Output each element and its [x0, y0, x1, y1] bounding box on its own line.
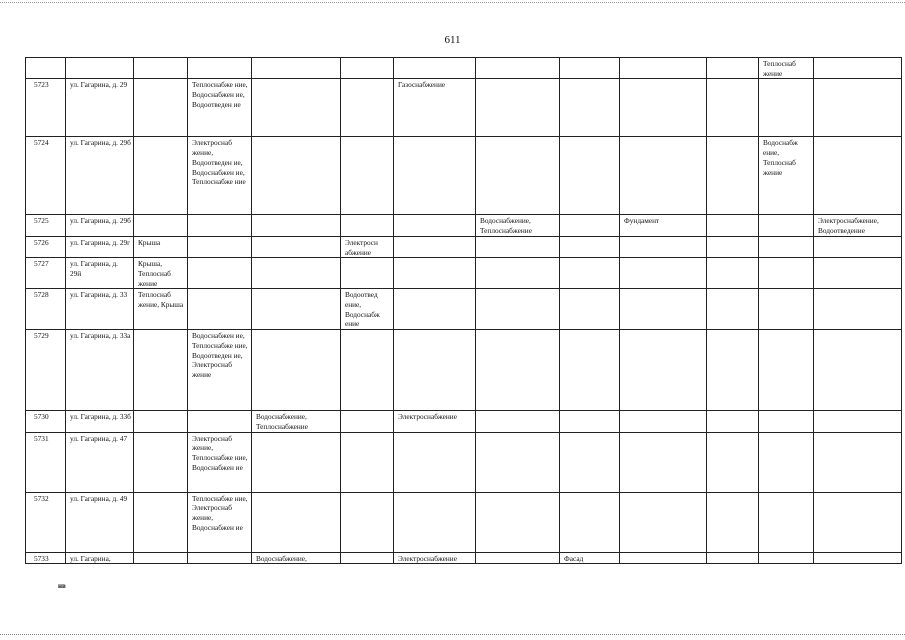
table-cell	[707, 552, 759, 564]
table-cell	[341, 137, 394, 215]
table-cell: Электроснабжение	[394, 552, 476, 564]
table-cell: Электроснабжение, Водоотведение	[814, 215, 902, 236]
table-cell	[341, 492, 394, 552]
table-row	[26, 137, 902, 215]
table-row	[26, 258, 902, 289]
table-cell	[341, 79, 394, 137]
table-cell	[560, 289, 620, 330]
table-cell	[476, 492, 560, 552]
table-cell	[707, 411, 759, 432]
table-cell	[134, 432, 188, 492]
table-cell	[759, 289, 814, 330]
table-cell: Электроснабжение	[394, 411, 476, 432]
table-cell	[814, 552, 902, 564]
table-cell	[560, 411, 620, 432]
table-cell	[814, 236, 902, 257]
table-cell	[707, 137, 759, 215]
record-number-cell: 5729	[26, 330, 66, 411]
table-cell	[341, 330, 394, 411]
table-cell	[341, 258, 394, 289]
table-cell	[188, 258, 252, 289]
table-cell	[560, 137, 620, 215]
table-cell	[707, 58, 759, 79]
table-cell: ул. Гагарина, д. 29б	[66, 215, 134, 236]
table-cell	[134, 58, 188, 79]
table-cell: Газоснабжение	[394, 79, 476, 137]
table-cell	[134, 552, 188, 564]
table-row	[26, 215, 902, 236]
table-cell	[394, 289, 476, 330]
table-cell: Водоснабжение, Теплоснабжение	[252, 411, 341, 432]
table-cell: Электроснаб жение, Водоотведен ие, Водоснабжен ие, Теплоснабже ние	[188, 137, 252, 215]
table-cell: Теплоснаб жение	[759, 58, 814, 79]
table-cell	[814, 258, 902, 289]
table-cell	[476, 289, 560, 330]
record-number-cell: 5725	[26, 215, 66, 236]
record-number-cell: 5727	[26, 258, 66, 289]
table-cell	[707, 258, 759, 289]
table-cell: ул. Гагарина, д. 33а	[66, 330, 134, 411]
table-cell: ул. Гагарина, д. 47	[66, 432, 134, 492]
table-cell	[134, 492, 188, 552]
table-cell	[707, 492, 759, 552]
table-cell	[814, 411, 902, 432]
table-cell	[394, 258, 476, 289]
table-cell	[394, 492, 476, 552]
table-cell	[188, 552, 252, 564]
table-cell	[394, 236, 476, 257]
table-row	[26, 411, 902, 432]
table-cell	[394, 58, 476, 79]
table-cell	[759, 79, 814, 137]
table-cell: ул. Гагарина, д. 49	[66, 492, 134, 552]
table-cell	[252, 432, 341, 492]
table-cell	[707, 432, 759, 492]
table-row	[26, 289, 902, 330]
table-cell	[188, 215, 252, 236]
table-cell	[476, 432, 560, 492]
table-cell: Водоотвед ение, Водоснабж ение	[341, 289, 394, 330]
table-cell	[620, 258, 707, 289]
table-body	[26, 58, 902, 564]
table-cell	[620, 79, 707, 137]
table-cell	[759, 330, 814, 411]
table-cell	[252, 79, 341, 137]
footer-initials: нв	[58, 582, 66, 590]
table-cell	[759, 552, 814, 564]
table-cell: ул. Гагарина, д. 29б	[66, 137, 134, 215]
table-row	[26, 79, 902, 137]
table-cell	[759, 236, 814, 257]
table-cell	[707, 215, 759, 236]
table-row	[26, 552, 902, 564]
table-cell	[814, 137, 902, 215]
table-cell: Крыша, Теплоснаб жение	[134, 258, 188, 289]
table-cell	[560, 258, 620, 289]
table-row	[26, 330, 902, 411]
registry-table	[25, 57, 902, 564]
table-cell	[252, 258, 341, 289]
scan-edge-top	[0, 2, 905, 3]
table-cell: Теплоснабже ние, Электроснаб жение, Водоснабжен ие	[188, 492, 252, 552]
table-cell	[394, 432, 476, 492]
table-cell	[560, 330, 620, 411]
table-cell	[476, 552, 560, 564]
table-cell	[620, 432, 707, 492]
table-cell: ул. Гагарина,	[66, 552, 134, 564]
record-number-cell: 5726	[26, 236, 66, 257]
table-cell	[476, 137, 560, 215]
table-cell	[66, 58, 134, 79]
table-cell	[341, 432, 394, 492]
record-number-cell: 5730	[26, 411, 66, 432]
record-number-cell: 5732	[26, 492, 66, 552]
table-cell	[620, 330, 707, 411]
table-row	[26, 492, 902, 552]
header-row	[26, 58, 902, 79]
table-cell	[707, 330, 759, 411]
table-cell	[134, 411, 188, 432]
table-cell: Теплоснабже ние, Водоснабжен ие, Водоотведен ие	[188, 79, 252, 137]
table-cell	[814, 432, 902, 492]
table-cell	[476, 58, 560, 79]
table-cell	[814, 289, 902, 330]
record-number-cell: 5724	[26, 137, 66, 215]
table-cell	[476, 330, 560, 411]
table-cell	[188, 236, 252, 257]
table-cell: Водоснабжение,	[252, 552, 341, 564]
table-cell: Водоснабжение, Теплоснабжение	[476, 215, 560, 236]
record-number-cell: 5723	[26, 79, 66, 137]
table-cell	[252, 289, 341, 330]
table-cell: Водоснабж ение, Теплоснаб жение	[759, 137, 814, 215]
table-cell: ул. Гагарина, д. 29	[66, 79, 134, 137]
table-cell	[759, 411, 814, 432]
table-cell: Фасад	[560, 552, 620, 564]
table-cell: ул. Гагарина, д. 29г	[66, 236, 134, 257]
table-cell	[620, 137, 707, 215]
table-cell: Электросн абжение	[341, 236, 394, 257]
table-cell	[252, 137, 341, 215]
table-cell	[759, 492, 814, 552]
table-cell	[759, 215, 814, 236]
table-cell	[134, 137, 188, 215]
table-cell	[620, 411, 707, 432]
table-cell	[341, 552, 394, 564]
table-cell	[620, 289, 707, 330]
table-row	[26, 432, 902, 492]
table-cell: Крыша	[134, 236, 188, 257]
table-cell	[560, 58, 620, 79]
table-cell: Водоснабжен ие, Теплоснабже ние, Водоотведен ие, Электроснаб жение	[188, 330, 252, 411]
table-cell	[620, 492, 707, 552]
table-cell	[620, 58, 707, 79]
table-cell	[394, 330, 476, 411]
table-cell: ул. Гагарина, д. 33б	[66, 411, 134, 432]
table-cell	[252, 215, 341, 236]
table-cell	[707, 289, 759, 330]
table-row	[26, 236, 902, 257]
table-cell	[341, 411, 394, 432]
record-number-cell: 5728	[26, 289, 66, 330]
table-cell	[560, 492, 620, 552]
table-cell	[560, 236, 620, 257]
table-cell	[252, 58, 341, 79]
table-cell	[476, 79, 560, 137]
table-cell	[476, 411, 560, 432]
page-number: 611	[444, 34, 461, 46]
table-cell: ул. Гагарина, д. 29й	[66, 258, 134, 289]
table-cell	[560, 215, 620, 236]
table-cell	[394, 215, 476, 236]
table-cell: Фундамент	[620, 215, 707, 236]
scan-edge-bottom	[0, 634, 905, 635]
table-cell	[188, 411, 252, 432]
table-cell: Теплоснаб жение, Крыша	[134, 289, 188, 330]
table-cell: Электроснаб жение, Теплоснабже ние, Водоснабжен ие	[188, 432, 252, 492]
table-cell	[620, 552, 707, 564]
table-cell	[707, 236, 759, 257]
table-cell	[560, 432, 620, 492]
table-cell	[134, 79, 188, 137]
table-cell	[759, 258, 814, 289]
table-cell	[134, 330, 188, 411]
table-cell	[476, 236, 560, 257]
table-cell	[476, 258, 560, 289]
table-cell	[707, 79, 759, 137]
table-cell	[394, 137, 476, 215]
record-number-cell	[26, 58, 66, 79]
record-number-cell: 5731	[26, 432, 66, 492]
table-cell	[252, 492, 341, 552]
table-cell	[620, 236, 707, 257]
table-cell	[188, 58, 252, 79]
table-cell	[814, 58, 902, 79]
table-cell	[252, 330, 341, 411]
table-cell	[134, 215, 188, 236]
table-cell	[814, 330, 902, 411]
table-cell	[341, 215, 394, 236]
table-cell	[188, 289, 252, 330]
table-cell	[341, 58, 394, 79]
table-cell	[560, 79, 620, 137]
table-cell	[252, 236, 341, 257]
table-cell	[814, 79, 902, 137]
table-cell: ул. Гагарина, д. 33	[66, 289, 134, 330]
record-number-cell: 5733	[26, 552, 66, 564]
table-cell	[814, 492, 902, 552]
table-cell	[759, 432, 814, 492]
